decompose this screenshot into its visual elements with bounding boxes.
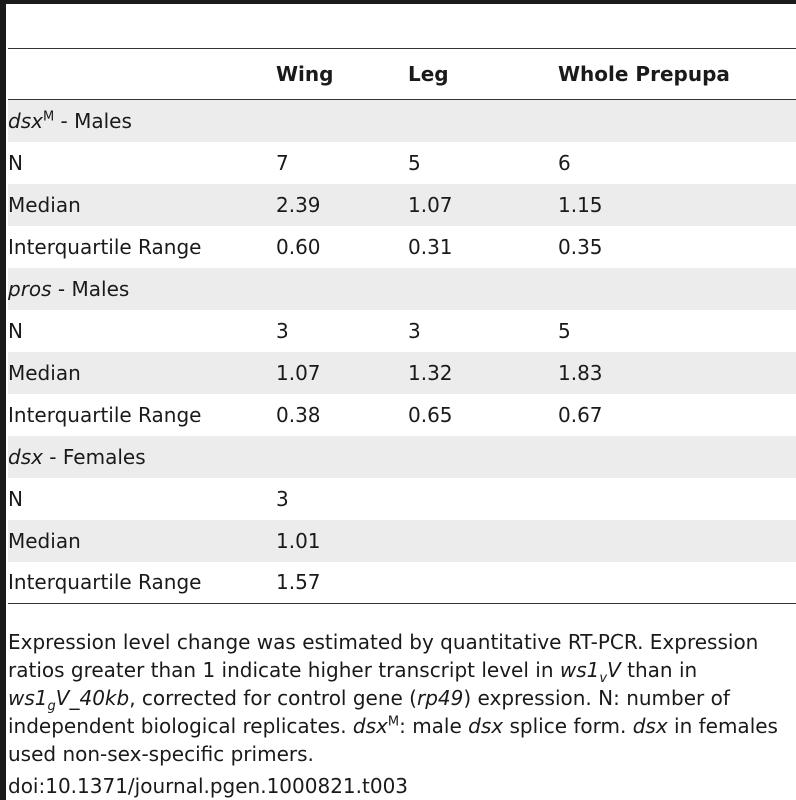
header-row	[8, 49, 796, 100]
group-row-dsx-females	[8, 436, 796, 478]
data-table-wrapper	[8, 48, 796, 604]
genotype-ws1v	[559, 658, 621, 686]
table-row	[8, 562, 796, 604]
header-cell-leg: Leg	[408, 49, 558, 100]
gene-name: dsx	[8, 444, 43, 469]
table-row	[8, 394, 796, 436]
gene-name: dsx	[8, 108, 43, 133]
header-cell-whole-prepupa: Whole Prepupa	[558, 49, 796, 100]
cell-whole-prepupa: 1.83	[558, 352, 796, 394]
table-row	[8, 520, 796, 562]
cell-wing: 0.60	[276, 234, 321, 259]
cell-leg	[408, 520, 558, 562]
cell-wing: 7	[276, 150, 289, 175]
control-gene: rp49	[417, 686, 464, 710]
cell-wing: 2.39	[276, 184, 408, 226]
group-label	[8, 100, 796, 142]
cell-wing: 3	[276, 318, 289, 343]
footnote-segment: ) expression. N: number of independent biological replicates.	[8, 686, 730, 738]
cell-whole-prepupa: 5	[558, 318, 571, 343]
footnote-segment: : male	[399, 714, 469, 738]
group-suffix: - Males	[54, 108, 132, 133]
footnote-segment: Expression level change was estimated by quantitative RT-PCR. Expression ratios greater than 1 indicate higher transcript level in	[8, 630, 759, 682]
gene-superscript: M	[387, 714, 400, 730]
footnote-segment: in females used non-sex-specific primers.	[8, 714, 778, 766]
cell-wing: 1.07	[276, 352, 408, 394]
cell-wing: 1.01	[276, 520, 408, 562]
group-label	[8, 268, 796, 310]
cell-leg: 5	[408, 150, 421, 175]
doi-text: doi:10.1371/journal.pgen.1000821.t003	[8, 774, 409, 798]
footnote-segment: , corrected for control gene (	[129, 686, 417, 710]
cell-whole-prepupa: 1.15	[558, 184, 796, 226]
row-label: N	[8, 486, 23, 511]
table-row	[8, 184, 796, 226]
genotype-tail: V	[607, 658, 621, 682]
group-row-dsxm-males	[8, 100, 796, 142]
cell-whole-prepupa	[558, 562, 796, 604]
expression-table	[8, 48, 796, 604]
table-row	[8, 142, 796, 184]
row-label: Interquartile Range	[8, 402, 202, 427]
group-label	[8, 436, 796, 478]
group-suffix: - Males	[51, 276, 130, 301]
top-rule	[0, 0, 796, 4]
gene-name: dsx	[632, 714, 668, 738]
gene-superscript: M	[42, 109, 55, 125]
genotype-subscript: v	[599, 671, 608, 686]
row-label: Median	[8, 520, 276, 562]
cell-whole-prepupa	[558, 520, 796, 562]
gene-name: dsx	[352, 714, 388, 738]
footnote-segment: than in	[620, 658, 698, 682]
cell-whole-prepupa: 0.67	[558, 402, 603, 427]
cell-leg: 0.65	[408, 402, 453, 427]
cell-wing: 3	[276, 486, 289, 511]
cell-wing: 1.57	[276, 562, 408, 604]
gene-name: pros	[8, 276, 52, 301]
cell-leg	[408, 562, 558, 604]
genotype-base: ws1	[559, 658, 600, 682]
table-row	[8, 226, 796, 268]
cell-whole-prepupa: 0.35	[558, 234, 603, 259]
table-footnote	[8, 628, 790, 768]
gene-name: dsx	[468, 714, 504, 738]
footnote-text	[8, 628, 790, 768]
table-row	[8, 478, 796, 520]
cell-whole-prepupa: 6	[558, 150, 571, 175]
header-cell-blank	[8, 49, 276, 100]
row-label: N	[8, 150, 23, 175]
table-row	[8, 310, 796, 352]
row-label: N	[8, 318, 23, 343]
row-label: Median	[8, 352, 276, 394]
header-cell-wing: Wing	[276, 49, 408, 100]
cell-wing: 0.38	[276, 402, 321, 427]
cell-leg	[408, 478, 558, 520]
table-row	[8, 352, 796, 394]
group-row-pros-males	[8, 268, 796, 310]
cell-leg: 1.07	[408, 184, 558, 226]
genotype-ws1g	[8, 686, 130, 714]
row-label: Interquartile Range	[8, 234, 202, 259]
footnote-segment: splice form.	[503, 714, 633, 738]
cell-leg: 3	[408, 318, 421, 343]
row-label: Median	[8, 184, 276, 226]
genotype-tail: V_40kb	[55, 686, 130, 710]
row-label: Interquartile Range	[8, 562, 276, 604]
left-rule	[0, 0, 6, 800]
group-suffix: - Females	[42, 444, 146, 469]
cell-whole-prepupa	[558, 478, 796, 520]
genotype-base: ws1	[8, 686, 48, 710]
cell-leg: 1.32	[408, 352, 558, 394]
genotype-subscript: g	[47, 699, 56, 714]
cell-leg: 0.31	[408, 234, 453, 259]
